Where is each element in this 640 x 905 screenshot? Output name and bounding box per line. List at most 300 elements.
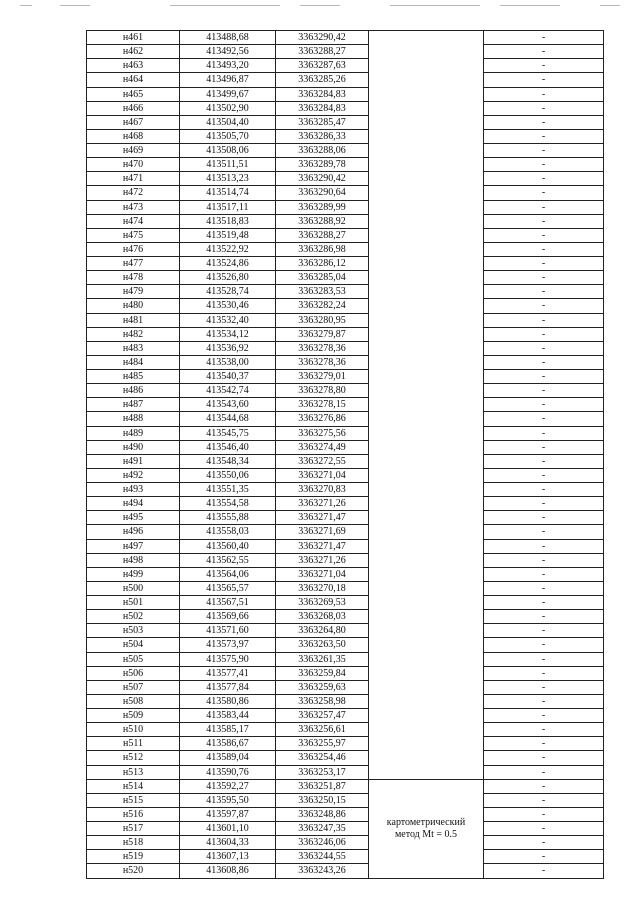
y-coordinate-cell: 3363258,98	[276, 694, 369, 708]
y-coordinate-cell: 3363272,55	[276, 454, 369, 468]
accuracy-dash-cell: -	[484, 228, 604, 242]
accuracy-dash-cell: -	[484, 864, 604, 878]
table-row	[87, 638, 604, 652]
table-row	[87, 610, 604, 624]
point-id-cell: н478	[87, 271, 180, 285]
x-coordinate-cell: 413589,04	[180, 751, 276, 765]
y-coordinate-cell: 3363283,53	[276, 285, 369, 299]
y-coordinate-cell: 3363250,15	[276, 793, 369, 807]
table-row	[87, 45, 604, 59]
point-id-cell: н468	[87, 129, 180, 143]
point-id-cell: н467	[87, 115, 180, 129]
x-coordinate-cell: 413560,40	[180, 539, 276, 553]
x-coordinate-cell: 413562,55	[180, 553, 276, 567]
table-row	[87, 228, 604, 242]
point-id-cell: н520	[87, 864, 180, 878]
point-id-cell: н466	[87, 101, 180, 115]
point-id-cell: н494	[87, 497, 180, 511]
accuracy-dash-cell: -	[484, 327, 604, 341]
y-coordinate-cell: 3363271,26	[276, 497, 369, 511]
accuracy-dash-cell: -	[484, 412, 604, 426]
y-coordinate-cell: 3363286,98	[276, 242, 369, 256]
accuracy-dash-cell: -	[484, 539, 604, 553]
point-id-cell: н470	[87, 158, 180, 172]
x-coordinate-cell: 413528,74	[180, 285, 276, 299]
point-id-cell: н469	[87, 144, 180, 158]
x-coordinate-cell: 413554,58	[180, 497, 276, 511]
x-coordinate-cell: 413540,37	[180, 370, 276, 384]
point-id-cell: н474	[87, 214, 180, 228]
point-id-cell: н485	[87, 370, 180, 384]
table-row	[87, 694, 604, 708]
accuracy-dash-cell: -	[484, 355, 604, 369]
table-row	[87, 144, 604, 158]
accuracy-dash-cell: -	[484, 596, 604, 610]
point-id-cell: н477	[87, 257, 180, 271]
y-coordinate-cell: 3363286,12	[276, 257, 369, 271]
accuracy-dash-cell: -	[484, 214, 604, 228]
x-coordinate-cell: 413607,13	[180, 850, 276, 864]
x-coordinate-cell: 413517,11	[180, 200, 276, 214]
table-row	[87, 596, 604, 610]
y-coordinate-cell: 3363289,99	[276, 200, 369, 214]
point-id-cell: н503	[87, 624, 180, 638]
accuracy-dash-cell: -	[484, 638, 604, 652]
point-id-cell: н481	[87, 313, 180, 327]
y-coordinate-cell: 3363285,47	[276, 115, 369, 129]
accuracy-dash-cell: -	[484, 186, 604, 200]
y-coordinate-cell: 3363243,26	[276, 864, 369, 878]
point-id-cell: н502	[87, 610, 180, 624]
y-coordinate-cell: 3363254,46	[276, 751, 369, 765]
point-id-cell: н472	[87, 186, 180, 200]
y-coordinate-cell: 3363271,04	[276, 567, 369, 581]
point-id-cell: н464	[87, 73, 180, 87]
y-coordinate-cell: 3363278,80	[276, 384, 369, 398]
table-row	[87, 723, 604, 737]
point-id-cell: н501	[87, 596, 180, 610]
table-row	[87, 680, 604, 694]
x-coordinate-cell: 413601,10	[180, 822, 276, 836]
accuracy-dash-cell: -	[484, 680, 604, 694]
x-coordinate-cell: 413511,51	[180, 158, 276, 172]
x-coordinate-cell: 413496,87	[180, 73, 276, 87]
point-id-cell: н495	[87, 511, 180, 525]
point-id-cell: н513	[87, 765, 180, 779]
accuracy-dash-cell: -	[484, 200, 604, 214]
y-coordinate-cell: 3363269,53	[276, 596, 369, 610]
scan-artifact-strip	[0, 0, 640, 10]
accuracy-dash-cell: -	[484, 426, 604, 440]
accuracy-dash-cell: -	[484, 525, 604, 539]
table-row	[87, 285, 604, 299]
table-row	[87, 87, 604, 101]
x-coordinate-cell: 413544,68	[180, 412, 276, 426]
table-row	[87, 327, 604, 341]
y-coordinate-cell: 3363278,36	[276, 355, 369, 369]
table-row	[87, 31, 604, 45]
point-id-cell: н516	[87, 807, 180, 821]
accuracy-dash-cell: -	[484, 652, 604, 666]
table-row	[87, 652, 604, 666]
point-id-cell: н482	[87, 327, 180, 341]
table-row	[87, 553, 604, 567]
point-id-cell: н471	[87, 172, 180, 186]
point-id-cell: н505	[87, 652, 180, 666]
table-row	[87, 355, 604, 369]
x-coordinate-cell: 413502,90	[180, 101, 276, 115]
y-coordinate-cell: 3363288,06	[276, 144, 369, 158]
x-coordinate-cell: 413575,90	[180, 652, 276, 666]
point-id-cell: н461	[87, 31, 180, 45]
table-row	[87, 186, 604, 200]
table-row	[87, 73, 604, 87]
y-coordinate-cell: 3363253,17	[276, 765, 369, 779]
point-id-cell: н519	[87, 850, 180, 864]
table-row	[87, 341, 604, 355]
y-coordinate-cell: 3363256,61	[276, 723, 369, 737]
y-coordinate-cell: 3363290,42	[276, 31, 369, 45]
x-coordinate-cell: 413597,87	[180, 807, 276, 821]
accuracy-dash-cell: -	[484, 285, 604, 299]
accuracy-dash-cell: -	[484, 73, 604, 87]
table-row	[87, 511, 604, 525]
point-id-cell: н492	[87, 468, 180, 482]
y-coordinate-cell: 3363248,86	[276, 807, 369, 821]
accuracy-dash-cell: -	[484, 59, 604, 73]
y-coordinate-cell: 3363285,04	[276, 271, 369, 285]
x-coordinate-cell: 413536,92	[180, 341, 276, 355]
x-coordinate-cell: 413542,74	[180, 384, 276, 398]
x-coordinate-cell: 413514,74	[180, 186, 276, 200]
method-note-cell-empty	[369, 31, 484, 780]
accuracy-dash-cell: -	[484, 468, 604, 482]
y-coordinate-cell: 3363261,35	[276, 652, 369, 666]
point-id-cell: н510	[87, 723, 180, 737]
table-row	[87, 822, 604, 836]
x-coordinate-cell: 413577,41	[180, 666, 276, 680]
accuracy-dash-cell: -	[484, 144, 604, 158]
table-row	[87, 864, 604, 878]
x-coordinate-cell: 413569,66	[180, 610, 276, 624]
y-coordinate-cell: 3363280,95	[276, 313, 369, 327]
point-id-cell: н508	[87, 694, 180, 708]
accuracy-dash-cell: -	[484, 807, 604, 821]
x-coordinate-cell: 413492,56	[180, 45, 276, 59]
y-coordinate-cell: 3363288,27	[276, 228, 369, 242]
x-coordinate-cell: 413595,50	[180, 793, 276, 807]
point-id-cell: н489	[87, 426, 180, 440]
x-coordinate-cell: 413577,84	[180, 680, 276, 694]
y-coordinate-cell: 3363251,87	[276, 779, 369, 793]
y-coordinate-cell: 3363286,33	[276, 129, 369, 143]
table-row	[87, 567, 604, 581]
x-coordinate-cell: 413565,57	[180, 581, 276, 595]
table-row	[87, 257, 604, 271]
table-row	[87, 525, 604, 539]
table-row	[87, 242, 604, 256]
table-row	[87, 59, 604, 73]
y-coordinate-cell: 3363278,36	[276, 341, 369, 355]
accuracy-dash-cell: -	[484, 779, 604, 793]
point-id-cell: н515	[87, 793, 180, 807]
accuracy-dash-cell: -	[484, 384, 604, 398]
x-coordinate-cell: 413488,68	[180, 31, 276, 45]
accuracy-dash-cell: -	[484, 313, 604, 327]
x-coordinate-cell: 413585,17	[180, 723, 276, 737]
y-coordinate-cell: 3363288,92	[276, 214, 369, 228]
accuracy-dash-cell: -	[484, 850, 604, 864]
x-coordinate-cell: 413508,06	[180, 144, 276, 158]
table-row	[87, 765, 604, 779]
y-coordinate-cell: 3363287,63	[276, 59, 369, 73]
point-id-cell: н506	[87, 666, 180, 680]
accuracy-dash-cell: -	[484, 31, 604, 45]
method-note-cell	[369, 779, 484, 878]
point-id-cell: н490	[87, 440, 180, 454]
x-coordinate-cell: 413583,44	[180, 709, 276, 723]
accuracy-dash-cell: -	[484, 511, 604, 525]
accuracy-dash-cell: -	[484, 299, 604, 313]
accuracy-dash-cell: -	[484, 497, 604, 511]
point-id-cell: н498	[87, 553, 180, 567]
point-id-cell: н483	[87, 341, 180, 355]
accuracy-dash-cell: -	[484, 666, 604, 680]
y-coordinate-cell: 3363290,42	[276, 172, 369, 186]
accuracy-dash-cell: -	[484, 822, 604, 836]
point-id-cell: н479	[87, 285, 180, 299]
x-coordinate-cell: 413555,88	[180, 511, 276, 525]
table-row	[87, 793, 604, 807]
table-row	[87, 850, 604, 864]
y-coordinate-cell: 3363259,63	[276, 680, 369, 694]
table-row	[87, 172, 604, 186]
accuracy-dash-cell: -	[484, 440, 604, 454]
x-coordinate-cell: 413545,75	[180, 426, 276, 440]
table-row	[87, 497, 604, 511]
point-id-cell: н496	[87, 525, 180, 539]
point-id-cell: н462	[87, 45, 180, 59]
y-coordinate-cell: 3363288,27	[276, 45, 369, 59]
table-row	[87, 398, 604, 412]
point-id-cell: н488	[87, 412, 180, 426]
method-note-line2: метод Mt = 0.5	[394, 828, 458, 840]
accuracy-dash-cell: -	[484, 454, 604, 468]
point-id-cell: н511	[87, 737, 180, 751]
y-coordinate-cell: 3363259,84	[276, 666, 369, 680]
accuracy-dash-cell: -	[484, 553, 604, 567]
y-coordinate-cell: 3363290,64	[276, 186, 369, 200]
accuracy-dash-cell: -	[484, 581, 604, 595]
table-row	[87, 384, 604, 398]
x-coordinate-cell: 413519,48	[180, 228, 276, 242]
x-coordinate-cell: 413543,60	[180, 398, 276, 412]
y-coordinate-cell: 3363268,03	[276, 610, 369, 624]
accuracy-dash-cell: -	[484, 836, 604, 850]
table-row	[87, 483, 604, 497]
x-coordinate-cell: 413518,83	[180, 214, 276, 228]
table-row	[87, 666, 604, 680]
y-coordinate-cell: 3363271,47	[276, 539, 369, 553]
x-coordinate-cell: 413586,67	[180, 737, 276, 751]
y-coordinate-cell: 3363270,18	[276, 581, 369, 595]
y-coordinate-cell: 3363289,78	[276, 158, 369, 172]
table-row	[87, 581, 604, 595]
x-coordinate-cell: 413580,86	[180, 694, 276, 708]
y-coordinate-cell: 3363257,47	[276, 709, 369, 723]
y-coordinate-cell: 3363276,86	[276, 412, 369, 426]
x-coordinate-cell: 413530,46	[180, 299, 276, 313]
table-row	[87, 271, 604, 285]
accuracy-dash-cell: -	[484, 793, 604, 807]
x-coordinate-cell: 413551,35	[180, 483, 276, 497]
x-coordinate-cell: 413534,12	[180, 327, 276, 341]
x-coordinate-cell: 413548,34	[180, 454, 276, 468]
accuracy-dash-cell: -	[484, 341, 604, 355]
table-row	[87, 299, 604, 313]
point-id-cell: н484	[87, 355, 180, 369]
y-coordinate-cell: 3363247,35	[276, 822, 369, 836]
coordinates-table	[86, 30, 604, 879]
accuracy-dash-cell: -	[484, 723, 604, 737]
x-coordinate-cell: 413532,40	[180, 313, 276, 327]
accuracy-dash-cell: -	[484, 271, 604, 285]
point-id-cell: н514	[87, 779, 180, 793]
y-coordinate-cell: 3363282,24	[276, 299, 369, 313]
y-coordinate-cell: 3363279,01	[276, 370, 369, 384]
point-id-cell: н465	[87, 87, 180, 101]
point-id-cell: н499	[87, 567, 180, 581]
coordinates-table-body	[87, 31, 604, 879]
accuracy-dash-cell: -	[484, 370, 604, 384]
table-row	[87, 115, 604, 129]
accuracy-dash-cell: -	[484, 398, 604, 412]
x-coordinate-cell: 413546,40	[180, 440, 276, 454]
table-row	[87, 426, 604, 440]
point-id-cell: н504	[87, 638, 180, 652]
x-coordinate-cell: 413538,00	[180, 355, 276, 369]
x-coordinate-cell: 413590,76	[180, 765, 276, 779]
table-row	[87, 709, 604, 723]
accuracy-dash-cell: -	[484, 158, 604, 172]
x-coordinate-cell: 413573,97	[180, 638, 276, 652]
y-coordinate-cell: 3363271,26	[276, 553, 369, 567]
table-row	[87, 751, 604, 765]
point-id-cell: н509	[87, 709, 180, 723]
table-row	[87, 440, 604, 454]
x-coordinate-cell: 413571,60	[180, 624, 276, 638]
point-id-cell: н480	[87, 299, 180, 313]
y-coordinate-cell: 3363275,56	[276, 426, 369, 440]
x-coordinate-cell: 413550,06	[180, 468, 276, 482]
accuracy-dash-cell: -	[484, 737, 604, 751]
y-coordinate-cell: 3363244,55	[276, 850, 369, 864]
point-id-cell: н512	[87, 751, 180, 765]
y-coordinate-cell: 3363271,69	[276, 525, 369, 539]
table-row	[87, 370, 604, 384]
table-row	[87, 779, 604, 793]
table-row	[87, 454, 604, 468]
point-id-cell: н476	[87, 242, 180, 256]
point-id-cell: н518	[87, 836, 180, 850]
y-coordinate-cell: 3363263,50	[276, 638, 369, 652]
point-id-cell: н491	[87, 454, 180, 468]
table-row	[87, 158, 604, 172]
accuracy-dash-cell: -	[484, 87, 604, 101]
x-coordinate-cell: 413567,51	[180, 596, 276, 610]
point-id-cell: н475	[87, 228, 180, 242]
x-coordinate-cell: 413493,20	[180, 59, 276, 73]
x-coordinate-cell: 413604,33	[180, 836, 276, 850]
table-row	[87, 129, 604, 143]
table-row	[87, 836, 604, 850]
x-coordinate-cell: 413592,27	[180, 779, 276, 793]
table-row	[87, 539, 604, 553]
accuracy-dash-cell: -	[484, 709, 604, 723]
method-note-line1: картометрический	[386, 816, 466, 828]
x-coordinate-cell: 413608,86	[180, 864, 276, 878]
point-id-cell: н517	[87, 822, 180, 836]
y-coordinate-cell: 3363284,83	[276, 87, 369, 101]
y-coordinate-cell: 3363255,97	[276, 737, 369, 751]
table-row	[87, 101, 604, 115]
y-coordinate-cell: 3363279,87	[276, 327, 369, 341]
x-coordinate-cell: 413564,06	[180, 567, 276, 581]
y-coordinate-cell: 3363274,49	[276, 440, 369, 454]
x-coordinate-cell: 413505,70	[180, 129, 276, 143]
x-coordinate-cell: 413526,80	[180, 271, 276, 285]
point-id-cell: н500	[87, 581, 180, 595]
accuracy-dash-cell: -	[484, 624, 604, 638]
accuracy-dash-cell: -	[484, 129, 604, 143]
accuracy-dash-cell: -	[484, 115, 604, 129]
y-coordinate-cell: 3363246,06	[276, 836, 369, 850]
y-coordinate-cell: 3363284,83	[276, 101, 369, 115]
accuracy-dash-cell: -	[484, 242, 604, 256]
x-coordinate-cell: 413522,92	[180, 242, 276, 256]
x-coordinate-cell: 413513,23	[180, 172, 276, 186]
accuracy-dash-cell: -	[484, 694, 604, 708]
table-row	[87, 214, 604, 228]
accuracy-dash-cell: -	[484, 567, 604, 581]
accuracy-dash-cell: -	[484, 45, 604, 59]
y-coordinate-cell: 3363271,47	[276, 511, 369, 525]
table-row	[87, 468, 604, 482]
accuracy-dash-cell: -	[484, 751, 604, 765]
x-coordinate-cell: 413524,86	[180, 257, 276, 271]
table-row	[87, 737, 604, 751]
table-row	[87, 624, 604, 638]
point-id-cell: н493	[87, 483, 180, 497]
y-coordinate-cell: 3363264,80	[276, 624, 369, 638]
accuracy-dash-cell: -	[484, 101, 604, 115]
y-coordinate-cell: 3363271,04	[276, 468, 369, 482]
y-coordinate-cell: 3363285,26	[276, 73, 369, 87]
accuracy-dash-cell: -	[484, 172, 604, 186]
accuracy-dash-cell: -	[484, 483, 604, 497]
table-row	[87, 412, 604, 426]
accuracy-dash-cell: -	[484, 610, 604, 624]
table-row	[87, 200, 604, 214]
x-coordinate-cell: 413499,67	[180, 87, 276, 101]
table-row	[87, 313, 604, 327]
x-coordinate-cell: 413504,40	[180, 115, 276, 129]
accuracy-dash-cell: -	[484, 257, 604, 271]
point-id-cell: н507	[87, 680, 180, 694]
x-coordinate-cell: 413558,03	[180, 525, 276, 539]
point-id-cell: н486	[87, 384, 180, 398]
point-id-cell: н463	[87, 59, 180, 73]
